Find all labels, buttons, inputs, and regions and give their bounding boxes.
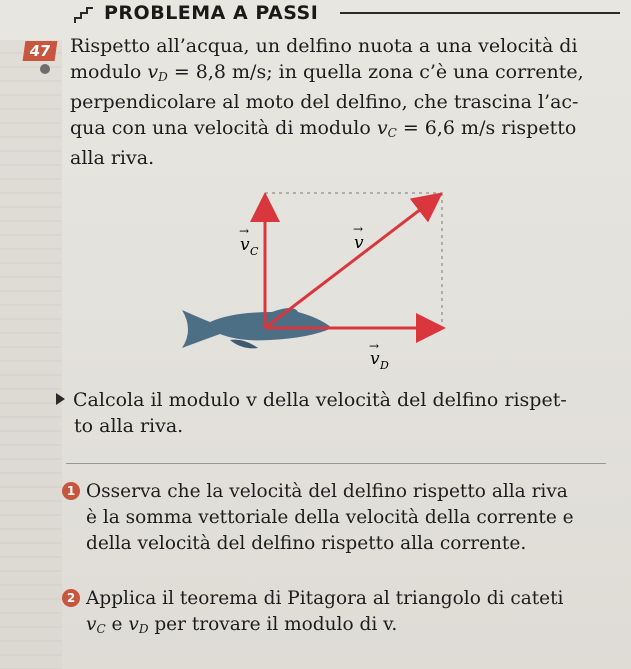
vc-label: v	[240, 235, 250, 255]
vd-label: v	[370, 349, 380, 369]
vd-label-sub: D	[380, 359, 389, 372]
vd-subscript-step: D	[138, 622, 149, 636]
problem-line-5: alla riva.	[70, 147, 155, 169]
step-2-line-1-text: Applica il teorema di Pitagora al triangolo di cateti	[86, 588, 564, 609]
question-line-2: to alla riva.	[74, 415, 184, 437]
step-2-line-2-post: per trovare il modulo di v.	[148, 614, 398, 635]
page-margin-stripes	[0, 40, 62, 669]
vc-subscript: C	[387, 125, 397, 140]
vd-symbol-step: v	[128, 614, 139, 635]
problem-line-2-pre: modulo	[70, 60, 148, 83]
step-1-line-2: è la somma vettoriale della velocità della corrente e	[86, 507, 574, 528]
step-2-line-2	[62, 612, 622, 642]
v-arrow	[265, 196, 438, 328]
vc-symbol-step: v	[86, 614, 97, 635]
question-text	[56, 387, 616, 439]
step-1-line-1	[62, 479, 622, 505]
question-line-1	[56, 387, 616, 413]
problem-line-4-pre: qua con una velocità di modulo	[70, 116, 377, 139]
step-2-line-1	[62, 586, 622, 612]
vd-subscript: D	[158, 69, 168, 84]
section-title: PROBLEMA A PASSI	[104, 2, 319, 24]
question-line-1-text: Calcola il modulo v della velocità del delfino rispet-	[73, 389, 567, 411]
step-1	[62, 479, 622, 557]
separator-rule	[66, 463, 606, 464]
step-2	[62, 586, 622, 642]
header-rule	[340, 12, 620, 14]
v-arrow-sign: →	[353, 222, 364, 236]
vc-subscript-step: C	[96, 622, 106, 636]
step-1-line-3: della velocità del delfino rispetto alla corrente.	[86, 533, 527, 554]
problem-line-3: perpendicolare al moto del delfino, che trascina l’ac-	[70, 91, 579, 113]
vd-arrow-sign: →	[369, 339, 380, 353]
problem-line-2-post: = 8,8 m/s; in quella zona c’è una corrente,	[167, 60, 584, 83]
step-2-conjunction: e	[105, 614, 129, 635]
problem-line-2	[70, 60, 615, 91]
problem-line-4-post: = 6,6 m/s rispetto	[396, 116, 577, 139]
problem-line-1: Rispetto all’acqua, un delfino nuota a una velocità di	[70, 35, 578, 57]
problem-text	[70, 34, 615, 172]
triangle-bullet-icon	[56, 393, 65, 405]
vd-symbol: v	[147, 60, 159, 83]
vc-symbol: v	[376, 116, 388, 139]
vc-arrow-sign: →	[239, 224, 250, 238]
step-1-line-1-text: Osserva che la velocità del delfino rispetto alla riva	[86, 481, 568, 502]
problem-number-badge: 47	[23, 41, 58, 61]
stairs-icon	[74, 6, 94, 24]
step-1-number-badge: 1	[62, 482, 80, 500]
vc-label-sub: C	[250, 245, 259, 258]
vector-diagram	[170, 180, 470, 380]
v-label: v	[354, 233, 364, 253]
step-2-number-badge: 2	[62, 589, 80, 607]
problem-line-4	[70, 116, 615, 147]
difficulty-dot-icon	[40, 64, 50, 74]
